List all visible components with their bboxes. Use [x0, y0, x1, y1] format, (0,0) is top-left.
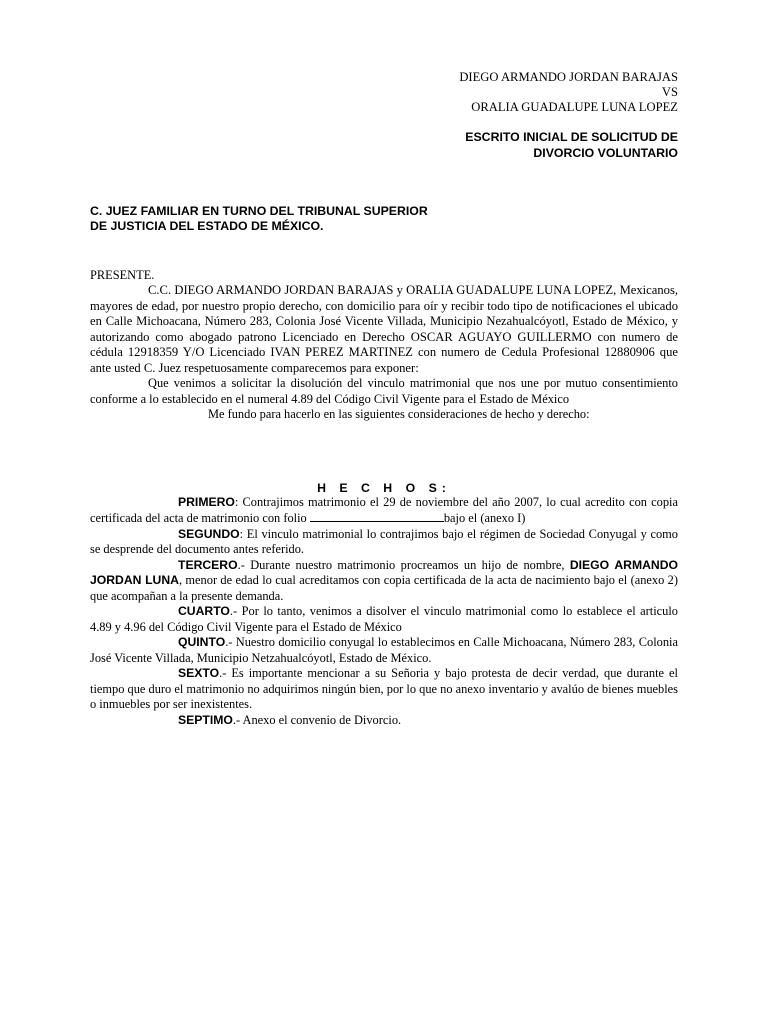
- foundation-paragraph: Me fundo para hacerlo en las siguientes consideraciones de hecho y derecho:: [208, 407, 590, 421]
- fact-text: : Contrajimos matrimonio el 29 de noviembre del año 2007, lo cual acredito con copia certificada del acta de matrimonio con folio: [90, 494, 678, 525]
- document-title-line-1: ESCRITO INICIAL DE SOLICITUD DE: [465, 130, 678, 144]
- versus-label: VS: [661, 85, 678, 99]
- fact-text: : El vinculo matrimonial lo contrajimos bajo el régimen de Sociedad Conyugal y como se desprende del documento antes referido.: [90, 526, 678, 556]
- request-paragraph: Que venimos a solicitar la disolución del vinculo matrimonial que nos une por mutuo consentimiento conforme a lo establecido en el numeral 4.89 del Código Civil Vigente para el Estado de México: [90, 376, 678, 406]
- fact-label: SEXTO: [178, 666, 220, 680]
- fact-text: .- Nuestro domicilio conyugal lo establecimos en Calle Michoacana, Número 283, Colonia José Vicente Villada, Municipio Netzahualcóyotl, Estado de México.: [90, 635, 678, 665]
- fact-cuarto: [90, 604, 678, 635]
- fact-primero: [90, 495, 678, 527]
- presente-label: PRESENTE.: [90, 268, 155, 282]
- fact-label: PRIMERO: [178, 494, 235, 509]
- fact-label: SEGUNDO: [178, 526, 240, 541]
- fact-text-continued: , menor de edad lo cual acreditamos con copia certificada de la acta de nacimiento bajo el (anexo 2) que acompañan a la presente demanda.: [90, 573, 679, 603]
- document-title: [90, 129, 678, 161]
- child-name: DIEGO ARMANDO JORDAN LUNA: [90, 557, 678, 587]
- addressee-line-2: DE JUSTICIA DEL ESTADO DE MÉXICO.: [90, 219, 324, 233]
- fact-label: CUARTO: [178, 604, 230, 618]
- defendant-name: ORALIA GUADALUPE LUNA LOPEZ: [471, 100, 678, 114]
- plaintiff-name: DIEGO ARMANDO JORDAN BARAJAS: [459, 70, 678, 84]
- folio-blank-line: [310, 510, 444, 522]
- fact-label: SEPTIMO: [178, 712, 233, 727]
- fact-text: .- Por lo tanto, venimos a disolver el vinculo matrimonial como lo establece el articulo 4.89 y 4.96 del Código Civil Vigente para el Estado de México: [90, 604, 678, 634]
- addressee: [90, 204, 678, 234]
- document-title-line-2: DIVORCIO VOLUNTARIO: [533, 146, 678, 160]
- fact-text: .- Durante nuestro matrimonio procreamos un hijo de nombre,: [237, 557, 570, 572]
- fact-segundo: [90, 527, 678, 558]
- hechos-heading: H E C H O S:: [317, 480, 451, 495]
- fact-quinto: [90, 635, 678, 666]
- fact-text: .- Anexo el convenio de Divorcio.: [232, 712, 402, 727]
- fact-label: TERCERO: [178, 557, 238, 572]
- addressee-line-1: C. JUEZ FAMILIAR EN TURNO DEL TRIBUNAL SUPERIOR: [90, 204, 428, 218]
- fact-tercero: [90, 558, 678, 605]
- fact-label: QUINTO: [178, 635, 226, 649]
- fact-text: .- Es importante mencionar a su Señoria y bajo protesta de decir verdad, que durante el tiempo que duro el matrimonio no adquirimos ningún bien, por lo que no anexo inventario y avalúo de bienes muebles o inmuebles por ser inexistentes.: [90, 666, 678, 711]
- fact-septimo: [90, 713, 678, 729]
- document-page: [90, 70, 678, 728]
- fact-text-continued: bajo el (anexo I): [443, 511, 526, 525]
- intro-paragraph: C.C. DIEGO ARMANDO JORDAN BARAJAS y ORALIA GUADALUPE LUNA LOPEZ, Mexicanos, mayores de edad, por nuestro propio derecho, con domicilio para oír y recibir todo tipo de notificaciones el ubicado en Calle Michoacana, Número 283, Colonia José Vicente Villada, Municipio Nezahualcóyotl, Estado de México, y autorizando como abogado patrono Licenciado en Derecho OSCAR AGUAYO GUILLERMO con numero de cédula 12918359 Y/O Licenciado IVAN PEREZ MARTINEZ con numero de Cedula Profesional 12880906 que ante usted C. Juez respetuosamente comparecemos para exponer:: [90, 283, 678, 375]
- case-caption: [90, 70, 678, 115]
- fact-sexto: [90, 666, 678, 713]
